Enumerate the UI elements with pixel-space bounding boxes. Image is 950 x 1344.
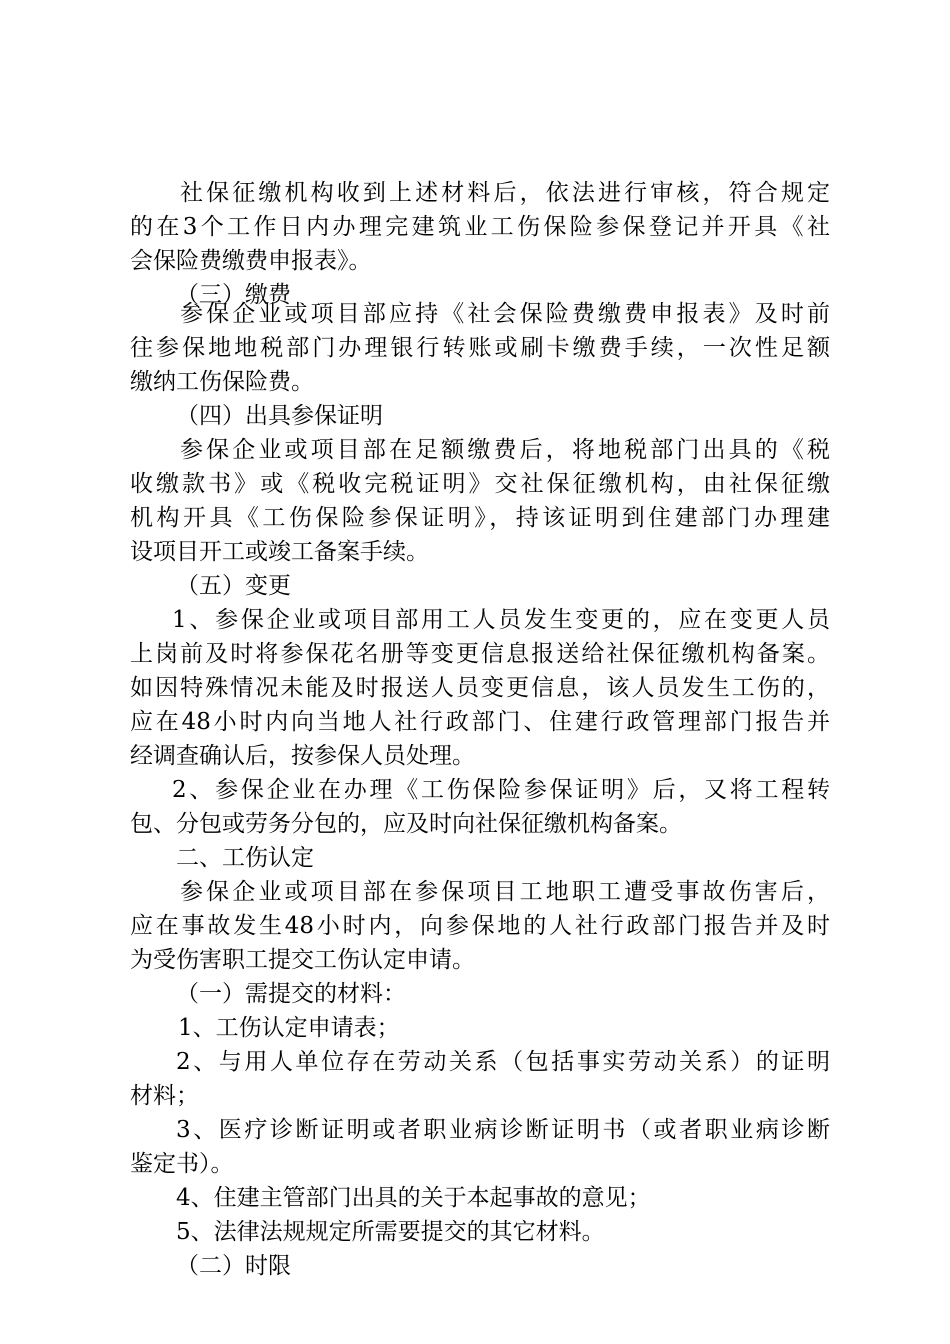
paragraph-line: 会保险费缴费申报表》。: [130, 248, 372, 274]
paragraph-line: 经调查确认后，按参保人员处理。: [130, 743, 475, 769]
paragraph-line: 设项目开工或竣工备案手续。: [130, 539, 429, 565]
section-heading: 二、工伤认定: [176, 845, 314, 871]
paragraph-line: 材料；: [130, 1083, 199, 1109]
paragraph-line: 上岗前及时将参保花名册等变更信息报送给社保征缴机构备案。: [130, 641, 830, 667]
paragraph-line: 社保征缴机构收到上述材料后，依法进行审核，符合规定: [180, 180, 830, 206]
paragraph-line: 参保企业或项目部应持《社会保险费缴费申报表》及时前: [180, 301, 830, 327]
list-item: 3、医疗诊断证明或者职业病诊断证明书（或者职业病诊断: [176, 1117, 830, 1143]
paragraph-line: 往参保地地税部门办理银行转账或刷卡缴费手续，一次性足额: [130, 335, 830, 361]
section-heading: （二）时限: [176, 1253, 291, 1279]
paragraph-line: 应在事故发生48小时内，向参保地的人社行政部门报告并及时: [130, 913, 830, 939]
section-heading: （三）缴费: [176, 282, 291, 308]
list-item: 2、与用人单位存在劳动关系（包括事实劳动关系）的证明: [176, 1049, 830, 1075]
paragraph-line: 2、参保企业在办理《工伤保险参保证明》后，又将工程转: [172, 777, 830, 803]
paragraph-line: 缴纳工伤保险费。: [130, 369, 314, 395]
paragraph-line: 鉴定书）。: [130, 1151, 234, 1177]
list-item: 5、法律法规规定所需要提交的其它材料。: [176, 1219, 605, 1245]
section-heading: （一）需提交的材料：: [176, 981, 406, 1007]
paragraph-line: 为受伤害职工提交工伤认定申请。: [130, 947, 475, 973]
list-item: 4、住建主管部门出具的关于本起事故的意见；: [176, 1185, 651, 1211]
paragraph-line: 参保企业或项目部在参保项目工地职工遭受事故伤害后，: [180, 879, 830, 905]
paragraph-line: 参保企业或项目部在足额缴费后，将地税部门出具的《税: [180, 437, 830, 463]
paragraph-line: 包、分包或劳务分包的，应及时向社保征缴机构备案。: [130, 811, 682, 837]
section-heading: （四）出具参保证明: [176, 403, 383, 429]
paragraph-line: 应在48小时内向当地人社行政部门、住建行政管理部门报告并: [130, 709, 830, 735]
paragraph-line: 1、参保企业或项目部用工人员发生变更的，应在变更人员: [172, 607, 830, 633]
paragraph-line: 如因特殊情况未能及时报送人员变更信息，该人员发生工伤的，: [130, 675, 830, 701]
paragraph-line: 收缴款书》或《税收完税证明》交社保征缴机构，由社保征缴: [130, 471, 830, 497]
list-item: 1、工伤认定申请表；: [178, 1015, 400, 1041]
paragraph-line: 机构开具《工伤保险参保证明》，持该证明到住建部门办理建: [130, 505, 830, 531]
paragraph-line: 的在3个工作日内办理完建筑业工伤保险参保登记并开具《社: [130, 214, 830, 240]
section-heading: （五）变更: [176, 573, 291, 599]
